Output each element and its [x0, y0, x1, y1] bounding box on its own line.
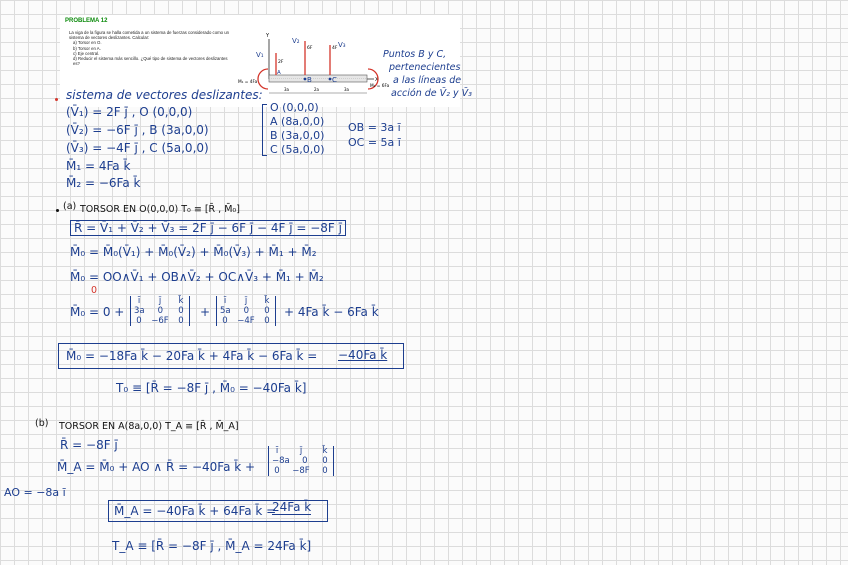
bullet: [56, 209, 59, 212]
det-cell: 0: [136, 316, 142, 326]
det-cell: j̄: [244, 296, 248, 306]
problem-item: c) Eje central.: [73, 50, 100, 56]
det-cell: k̄: [322, 446, 328, 456]
moment-a-value: 24Fa k̄: [272, 500, 312, 514]
det-cell: 0: [157, 306, 164, 316]
det-cell: 0: [264, 316, 270, 326]
torsor-a: T_A ≡ [R̄ = −8F j̄ , M̄_A = 24Fa k̄]: [112, 539, 312, 553]
plus-sign: +: [200, 305, 211, 319]
moment-m1-label: M₁ = 4Fa: [238, 80, 258, 85]
zero-annotation: 0: [91, 285, 98, 296]
part-b-label: (b): [35, 418, 49, 429]
det-cell: j̄: [299, 446, 303, 456]
det-cell: 0: [264, 306, 270, 316]
determinant-ao-r: [268, 446, 334, 476]
moment-o-result: M̄₀ = −18Fa k̄ − 20Fa k̄ + 4Fa k̄ − 6Fa k̄ =: [66, 349, 318, 363]
point-a-label: A: [277, 70, 281, 76]
vector-v1: (V̄₁) = 2F j̄ , O (0,0,0): [66, 105, 193, 119]
ao-vector: AO = −8a ī: [4, 486, 66, 499]
moment-o-expansion: M̄₀ = 0 +: [70, 305, 125, 319]
dimension-label: 2a: [314, 87, 319, 92]
problem-text: [69, 30, 234, 66]
det-cell: −4F: [237, 316, 255, 326]
moment-m2: M̄₂ = −6Fa k̄: [66, 176, 141, 190]
determinant-ob-v2: [130, 296, 190, 326]
det-cell: k̄: [264, 296, 270, 306]
problem-item: d) Reducir el sistema más sencillo. ¿Qué tipo de sistema de vectores deslizantes es?: [73, 56, 228, 67]
det-cell: ī: [137, 296, 141, 306]
det-cell: 0: [178, 316, 184, 326]
moment-m1-arc: [258, 69, 268, 89]
problem-item: a) Torsor en O.: [73, 40, 102, 46]
ob-vector: OB = 3a ī: [348, 121, 401, 134]
x-axis-label: X: [375, 77, 379, 83]
moment-o-value: −40Fa k̄: [338, 348, 388, 362]
det-cell: 5a: [220, 306, 231, 316]
point-b: B (3a,0,0): [270, 129, 325, 142]
point-c: C (5a,0,0): [270, 143, 325, 156]
v3-label: V₃: [338, 41, 346, 49]
det-cell: −8a: [272, 456, 290, 466]
side-note-line: Puntos B y C,: [383, 49, 447, 60]
problem-item: b) Torsor en A.: [73, 45, 101, 51]
point-c-label: C: [332, 76, 337, 84]
point-o: O (0,0,0): [270, 101, 319, 114]
det-cell: 0: [274, 466, 280, 476]
oc-vector: OC = 5a ī: [348, 136, 401, 149]
bullet: [55, 98, 58, 101]
torsor-o: T₀ ≡ [R̄ = −8F j̄ , M̄₀ = −40Fa k̄]: [116, 381, 307, 395]
det-cell: ī: [223, 296, 227, 306]
det-cell: 0: [178, 306, 184, 316]
det-cell: −8F: [292, 466, 310, 476]
moment-o-definition: M̄₀ = M̄₀(V̄₁) + M̄₀(V̄₂) + M̄₀(V̄₃) + M̄₁ + M̄₂: [70, 245, 317, 259]
moment-a-equation: M̄_A = M̄₀ + AO ∧ R̄ = −40Fa k̄ +: [57, 460, 256, 474]
moment-a-result: M̄_A = −40Fa k̄ + 64Fa k̄ =: [114, 504, 277, 518]
v2-label: V₂: [292, 37, 300, 45]
det-cell: j̄: [158, 296, 162, 306]
problem-intro: La viga de la figura se halla cometida a un sistema de fuerzas considerado como un sistema de vectores deslizantes. Calcular:: [69, 30, 230, 41]
point-b-dot: [304, 78, 307, 81]
det-cell: −6F: [151, 316, 169, 326]
determinant-oc-v3: [216, 296, 276, 326]
side-note-line: a las líneas de: [393, 75, 462, 86]
moment-terms: + 4Fa k̄ − 6Fa k̄: [284, 305, 379, 319]
part-a-heading: TORSOR EN O(0,0,0) T₀ ≡ [R̄ , M̄₀]: [80, 204, 240, 215]
point-a: A (8a,0,0): [270, 115, 325, 128]
det-cell: 0: [302, 456, 308, 466]
vector-v3: (V̄₃) = −4F j̄ , C (5a,0,0): [66, 141, 209, 155]
point-c-dot: [329, 78, 332, 81]
y-axis-label: Y: [266, 33, 270, 39]
det-cell: 0: [243, 306, 250, 316]
problem-title: PROBLEMA 12: [65, 18, 108, 24]
force-4f-label: 4F: [332, 46, 338, 51]
resultant-equation: R̄ = V̄₁ + V̄₂ + V̄₃ = 2F j̄ − 6F j̄ − 4F j̄ = −8F j̄: [70, 220, 346, 236]
moment-m1: M̄₁ = 4Fa k̄: [66, 159, 131, 173]
det-cell: 3a: [134, 306, 145, 316]
dimension-label: 3a: [344, 87, 349, 92]
side-note-line: acción de V̄₂ y V̄₃: [391, 88, 472, 99]
system-title: sistema de vectores deslizantes:: [66, 88, 263, 102]
part-b-heading: TORSOR EN A(8a,0,0) T_A ≡ [R̄ , M̄_A]: [59, 421, 239, 432]
moment-o-cross-products: M̄₀ = OO∧V̄₁ + OB∧V̄₂ + OC∧V̄₃ + M̄₁ + M̄₂: [70, 270, 324, 284]
dimension-label: 3a: [284, 87, 289, 92]
vector-v2: (V̄₂) = −6F j̄ , B (3a,0,0): [66, 123, 209, 137]
det-cell: 0: [322, 466, 328, 476]
part-a-label: (a): [63, 201, 77, 212]
force-6f-label: 6F: [307, 46, 313, 51]
side-note: [383, 48, 472, 100]
det-cell: ī: [275, 446, 279, 456]
det-cell: 0: [322, 456, 328, 466]
side-note-line: pertenecientes: [389, 62, 461, 73]
det-cell: k̄: [178, 296, 184, 306]
point-b-label: B: [307, 76, 312, 84]
force-2f-label: 2F: [278, 60, 284, 65]
points-brace: [262, 104, 267, 156]
resultant-b: R̄ = −8F j̄: [60, 438, 118, 452]
det-cell: 0: [222, 316, 228, 326]
v1-label: V₁: [256, 51, 264, 59]
moment-m2-label: M₂ = 6Fa: [370, 84, 390, 89]
